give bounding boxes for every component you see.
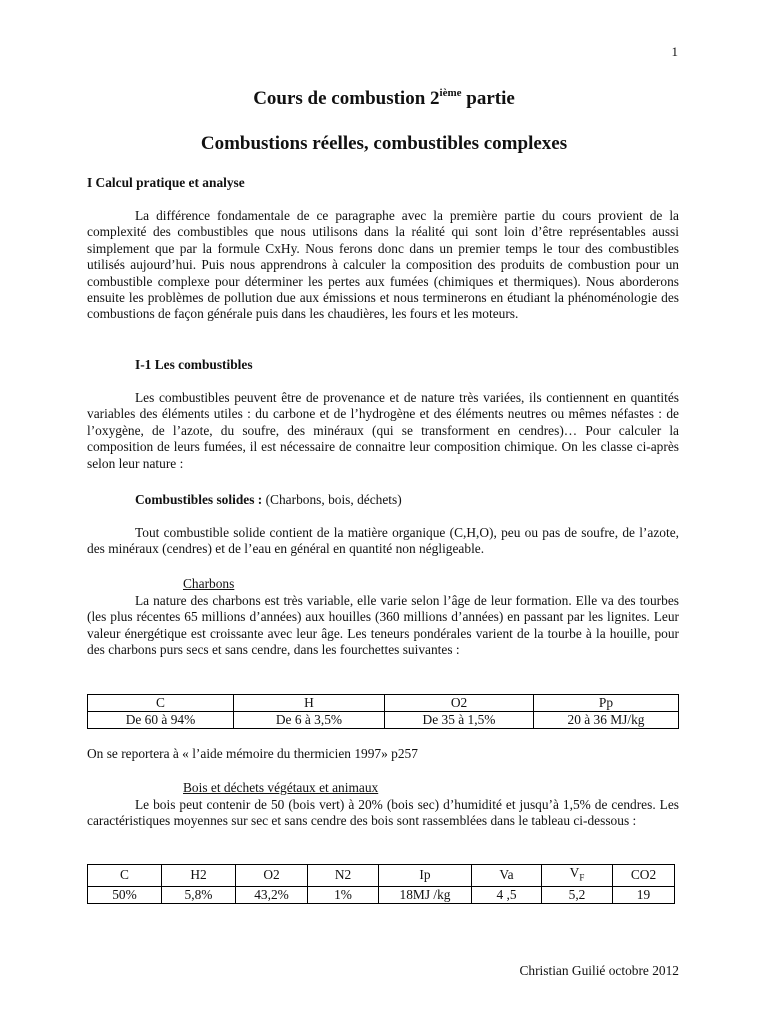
- vf-main: V: [569, 865, 580, 880]
- table-header-cell: N2: [308, 865, 379, 887]
- table-cell: De 6 à 3,5%: [234, 712, 385, 729]
- table-cell: 4 ,5: [472, 886, 542, 903]
- paragraph-bois: Le bois peut contenir de 50 (bois vert) à 20% (bois sec) d’humidité et jusqu’à 1,5% de cendres. Les caractéristiques moyennes sur sec et sans cendre des bois sont rassemblées dans le tableau ci-dessous :: [87, 797, 679, 829]
- table-row: [88, 886, 675, 903]
- vf-subscript: F: [579, 872, 585, 883]
- reference-line: On se reportera à « l’aide mémoire du thermicien 1997» p257: [87, 746, 418, 761]
- table-cell: 43,2%: [236, 886, 308, 903]
- solids-rest: (Charbons, bois, déchets): [262, 492, 402, 507]
- table-row: [88, 712, 679, 729]
- solids-heading: [135, 492, 675, 508]
- table-header-cell: O2: [236, 865, 308, 887]
- table-header-cell: H: [234, 695, 385, 712]
- section-heading-1: I Calcul pratique et analyse: [87, 175, 245, 190]
- table-header-cell: Va: [472, 865, 542, 887]
- paragraph-intro: La différence fondamentale de ce paragraphe avec la première partie du cours provient de la complexité des combustibles que nous utilisons dans la réalité qui sont loin d’être représentables aussi simplement que par la formule CxHy. Nous ferons donc dans un premier temps le tour des combustibles utilisés aujourd’hui. Puis nous apprendrons à calculer la composition des produits de combustion pour un combustible complexe pour déterminer les pertes aux fumées (chimiques et thermiques). Nous aborderons ensuite les problèmes de pollution due aux émissions et nous terminerons en étudiant la phénoménologie des combustions de façon générale puis dans les chaudières, les fours et les moteurs.: [87, 208, 679, 322]
- table-header-row: [88, 695, 679, 712]
- solids-label: Combustibles solides :: [135, 492, 263, 507]
- page-title: [0, 88, 768, 110]
- table-header-cell: H2: [162, 865, 236, 887]
- table-cell: 5,2: [542, 886, 613, 903]
- table-cell: 20 à 36 MJ/kg: [534, 712, 679, 729]
- table-bois: [87, 864, 675, 904]
- page-number: 1: [671, 44, 678, 59]
- table-cell: 50%: [88, 886, 162, 903]
- table-cell: 1%: [308, 886, 379, 903]
- bois-heading: Bois et déchets végétaux et animaux: [183, 780, 379, 795]
- table-header-cell: CO2: [613, 865, 675, 887]
- table-header-cell: [542, 865, 613, 887]
- charbons-heading: Charbons: [183, 576, 235, 591]
- table-cell: 5,8%: [162, 886, 236, 903]
- section-heading-2: I-1 Les combustibles: [135, 357, 253, 372]
- table-header-cell: Pp: [534, 695, 679, 712]
- paragraph-combustibles: Les combustibles peuvent être de provenance et de nature très variées, ils contiennent en quantités variables des éléments utiles : du carbone et de l’hydrogène et des éléments neutres ou mêmes néfastes : de l’oxygène, de l’azote, du soufre, des minéraux (qui se transforment en cendres)… Pour calculer la composition de leurs fumées, il est nécessaire de connaitre leur composition chimique. On les classe ci-après selon leur nature :: [87, 390, 679, 471]
- table-header-cell: C: [88, 695, 234, 712]
- paragraph-solids: Tout combustible solide contient de la matière organique (C,H,O), peu ou pas de soufre, de l’azote, des minéraux (cendres) et de l’eau en général en quantité non négligeable.: [87, 525, 679, 557]
- table-cell: De 35 à 1,5%: [385, 712, 534, 729]
- page-footer: Christian Guilié octobre 2012: [519, 963, 679, 978]
- table-header-cell: C: [88, 865, 162, 887]
- table-header-row: [88, 865, 675, 887]
- table-header-cell: O2: [385, 695, 534, 712]
- title-main: Cours de combustion 2: [253, 88, 440, 109]
- page-subtitle: Combustions réelles, combustibles complexes: [200, 133, 568, 154]
- title-superscript: ième: [439, 86, 462, 99]
- table-charbons: [87, 694, 679, 729]
- paragraph-charbons: La nature des charbons est très variable, elle varie selon l’âge de leur formation. Elle va des tourbes (les plus récentes 65 millions d’années) aux houilles (360 millions d’années) en passant par les lignites. Leur valeur énergétique est croissante avec leur âge. Les teneurs pondérales varient de la tourbe à la houille, pour des charbons purs secs et sans cendre, dans les fourchettes suivantes :: [87, 593, 679, 658]
- table-cell: De 60 à 94%: [88, 712, 234, 729]
- table-cell: 18MJ /kg: [379, 886, 472, 903]
- table-cell: 19: [613, 886, 675, 903]
- table-header-cell: Ip: [379, 865, 472, 887]
- title-tail: partie: [461, 88, 515, 109]
